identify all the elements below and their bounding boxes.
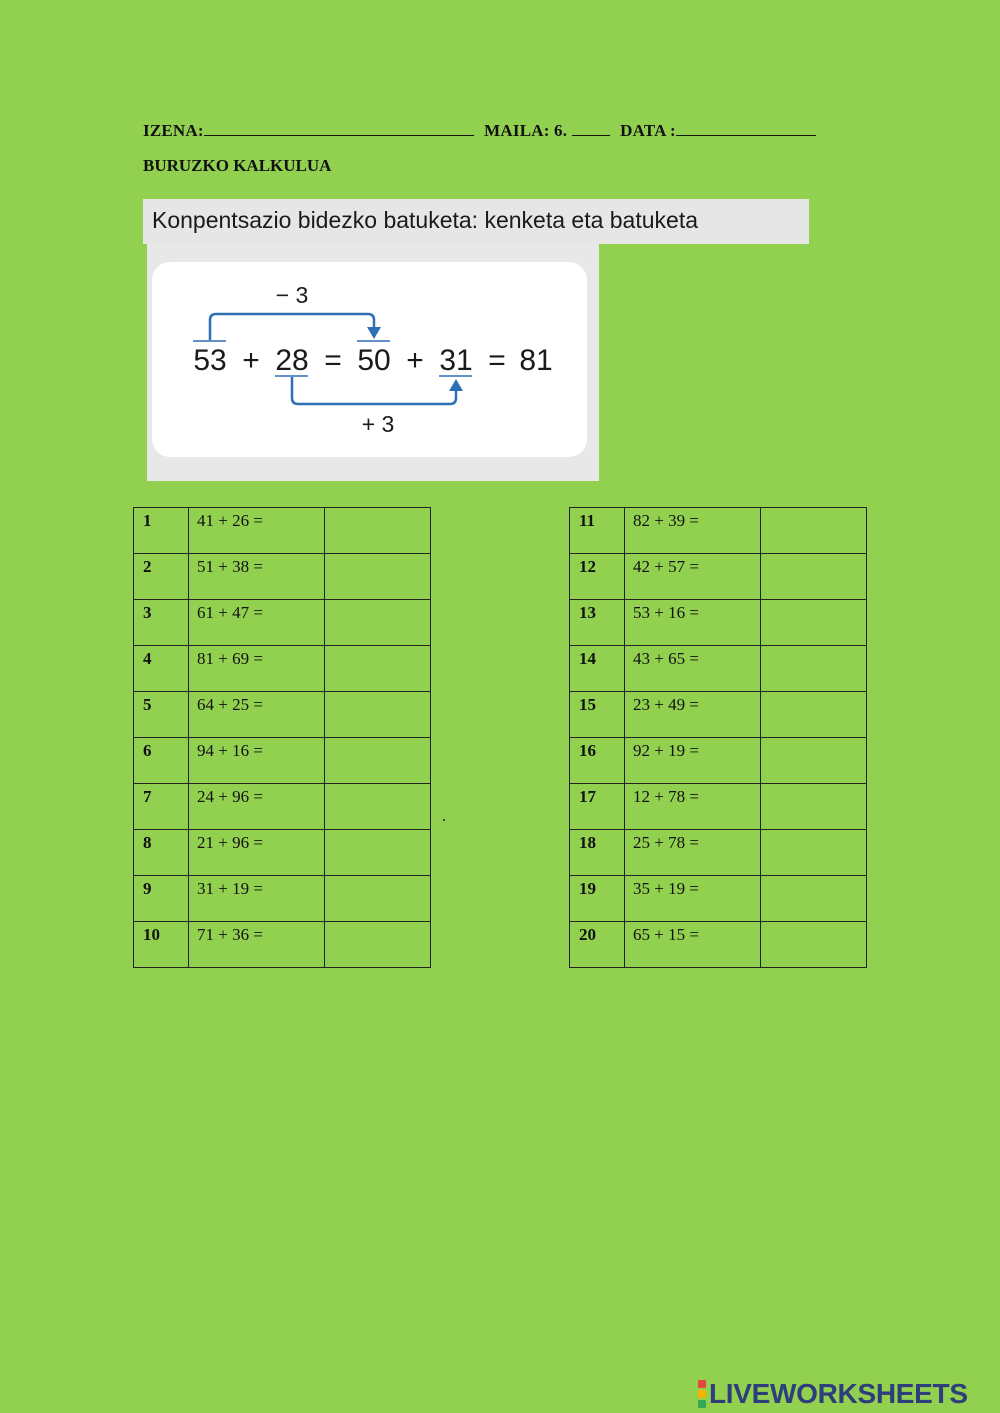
liveworksheets-logo [698, 1376, 968, 1412]
answer-cell [325, 922, 431, 968]
term-equals-2: = [488, 344, 506, 377]
exercise-number: 11 [570, 508, 625, 554]
answer-input[interactable] [761, 646, 866, 690]
logo-square-yellow [698, 1390, 706, 1398]
plus-bracket [292, 377, 456, 404]
answer-input[interactable] [761, 508, 866, 552]
answer-input[interactable] [761, 738, 866, 782]
term-plus-2: + [406, 344, 424, 377]
answer-cell [325, 784, 431, 830]
term-81: 81 [519, 344, 553, 377]
answer-input[interactable] [761, 922, 866, 966]
logo-mark-icon [698, 1379, 706, 1409]
answer-input[interactable] [325, 738, 430, 782]
answer-input[interactable] [761, 554, 866, 598]
exercise-number: 20 [570, 922, 625, 968]
exercise-number: 6 [134, 738, 189, 784]
term-plus-1: + [242, 344, 260, 377]
logo-square-green [698, 1400, 706, 1408]
answer-input[interactable] [761, 600, 866, 644]
grade-blank[interactable] [572, 121, 610, 136]
exercise-number: 18 [570, 830, 625, 876]
answer-input[interactable] [325, 692, 430, 736]
answer-cell [325, 554, 431, 600]
answer-input[interactable] [761, 784, 866, 828]
term-53: 53 [193, 344, 227, 377]
exercise-number: 2 [134, 554, 189, 600]
exercise-expression: 71 + 36 = [189, 922, 325, 968]
exercise-number: 1 [134, 508, 189, 554]
exercise-expression: 12 + 78 = [625, 784, 761, 830]
minus-arrow-head [367, 327, 381, 339]
date-label: DATA : [620, 121, 676, 140]
answer-input[interactable] [325, 508, 430, 552]
exercise-row [570, 830, 867, 876]
exercise-expression: 53 + 16 = [625, 600, 761, 646]
answer-input[interactable] [325, 646, 430, 690]
logo-text: LIVEWORKSHEETS [709, 1378, 968, 1409]
minus-label: − 3 [275, 282, 309, 308]
exercise-expression: 92 + 19 = [625, 738, 761, 784]
exercise-expression: 43 + 65 = [625, 646, 761, 692]
answer-cell [325, 600, 431, 646]
exercise-number: 17 [570, 784, 625, 830]
name-label: IZENA: [143, 121, 204, 140]
exercise-expression: 61 + 47 = [189, 600, 325, 646]
answer-cell [325, 508, 431, 554]
exercise-expression: 35 + 19 = [625, 876, 761, 922]
answer-input[interactable] [325, 876, 430, 920]
exercise-table-left [133, 507, 431, 968]
exercise-expression: 41 + 26 = [189, 508, 325, 554]
exercise-row [570, 876, 867, 922]
exercise-row [570, 600, 867, 646]
answer-input[interactable] [761, 876, 866, 920]
exercise-number: 9 [134, 876, 189, 922]
exercise-number: 10 [134, 922, 189, 968]
exercise-row [134, 646, 431, 692]
answer-input[interactable] [325, 554, 430, 598]
compensation-diagram [152, 262, 587, 457]
exercise-number: 4 [134, 646, 189, 692]
answer-cell [761, 876, 867, 922]
stray-dot: . [442, 808, 446, 825]
exercise-expression: 24 + 96 = [189, 784, 325, 830]
exercise-row [570, 508, 867, 554]
exercise-row [134, 738, 431, 784]
exercise-row [570, 554, 867, 600]
exercise-number: 19 [570, 876, 625, 922]
answer-cell [761, 922, 867, 968]
plus-arrow-head [449, 379, 463, 391]
name-blank[interactable] [204, 121, 474, 136]
exercise-expression: 42 + 57 = [625, 554, 761, 600]
exercise-row [134, 508, 431, 554]
exercise-number: 13 [570, 600, 625, 646]
lesson-banner: Konpentsazio bidezko batuketa: kenketa eta batuketa [143, 199, 809, 244]
logo-square-red [698, 1380, 706, 1388]
grade-label: MAILA: 6. [484, 121, 568, 140]
answer-cell [325, 692, 431, 738]
date-blank[interactable] [676, 121, 816, 136]
exercise-row [134, 830, 431, 876]
term-28: 28 [275, 344, 309, 377]
answer-input[interactable] [325, 784, 430, 828]
answer-input[interactable] [761, 830, 866, 874]
exercise-row [134, 600, 431, 646]
answer-cell [761, 830, 867, 876]
exercise-row [570, 692, 867, 738]
exercise-row [570, 646, 867, 692]
answer-cell [325, 876, 431, 922]
exercise-rows-left [134, 508, 431, 968]
answer-input[interactable] [325, 830, 430, 874]
exercise-row [570, 784, 867, 830]
exercise-expression: 21 + 96 = [189, 830, 325, 876]
answer-input[interactable] [325, 922, 430, 966]
minus-bracket [210, 314, 374, 340]
exercise-row [134, 784, 431, 830]
exercise-expression: 65 + 15 = [625, 922, 761, 968]
exercise-row [570, 922, 867, 968]
exercise-expression: 51 + 38 = [189, 554, 325, 600]
exercise-expression: 81 + 69 = [189, 646, 325, 692]
exercise-row [134, 922, 431, 968]
term-31: 31 [439, 344, 473, 377]
answer-input[interactable] [325, 600, 430, 644]
exercise-number: 14 [570, 646, 625, 692]
exercise-row [134, 554, 431, 600]
term-50: 50 [357, 344, 391, 377]
exercise-number: 8 [134, 830, 189, 876]
answer-cell [761, 692, 867, 738]
exercise-number: 12 [570, 554, 625, 600]
exercise-row [570, 738, 867, 784]
answer-input[interactable] [761, 692, 866, 736]
answer-cell [761, 554, 867, 600]
exercise-row [134, 692, 431, 738]
exercise-expression: 82 + 39 = [625, 508, 761, 554]
exercise-number: 5 [134, 692, 189, 738]
exercise-number: 16 [570, 738, 625, 784]
answer-cell [761, 646, 867, 692]
exercise-expression: 23 + 49 = [625, 692, 761, 738]
example-card [152, 262, 587, 457]
term-equals-1: = [324, 344, 342, 377]
exercise-expression: 25 + 78 = [625, 830, 761, 876]
student-info-line [143, 121, 822, 141]
answer-cell [761, 508, 867, 554]
exercise-expression: 64 + 25 = [189, 692, 325, 738]
exercise-row [134, 876, 431, 922]
answer-cell [325, 738, 431, 784]
answer-cell [761, 738, 867, 784]
exercise-rows-right [570, 508, 867, 968]
plus-label: + 3 [361, 411, 395, 437]
exercise-number: 7 [134, 784, 189, 830]
exercise-table-right [569, 507, 867, 968]
answer-cell [325, 646, 431, 692]
exercise-expression: 94 + 16 = [189, 738, 325, 784]
worksheet-subtitle: BURUZKO KALKULUA [143, 156, 332, 175]
exercise-expression: 31 + 19 = [189, 876, 325, 922]
answer-cell [325, 830, 431, 876]
example-panel [147, 244, 599, 481]
answer-cell [761, 600, 867, 646]
answer-cell [761, 784, 867, 830]
exercise-number: 3 [134, 600, 189, 646]
exercise-number: 15 [570, 692, 625, 738]
